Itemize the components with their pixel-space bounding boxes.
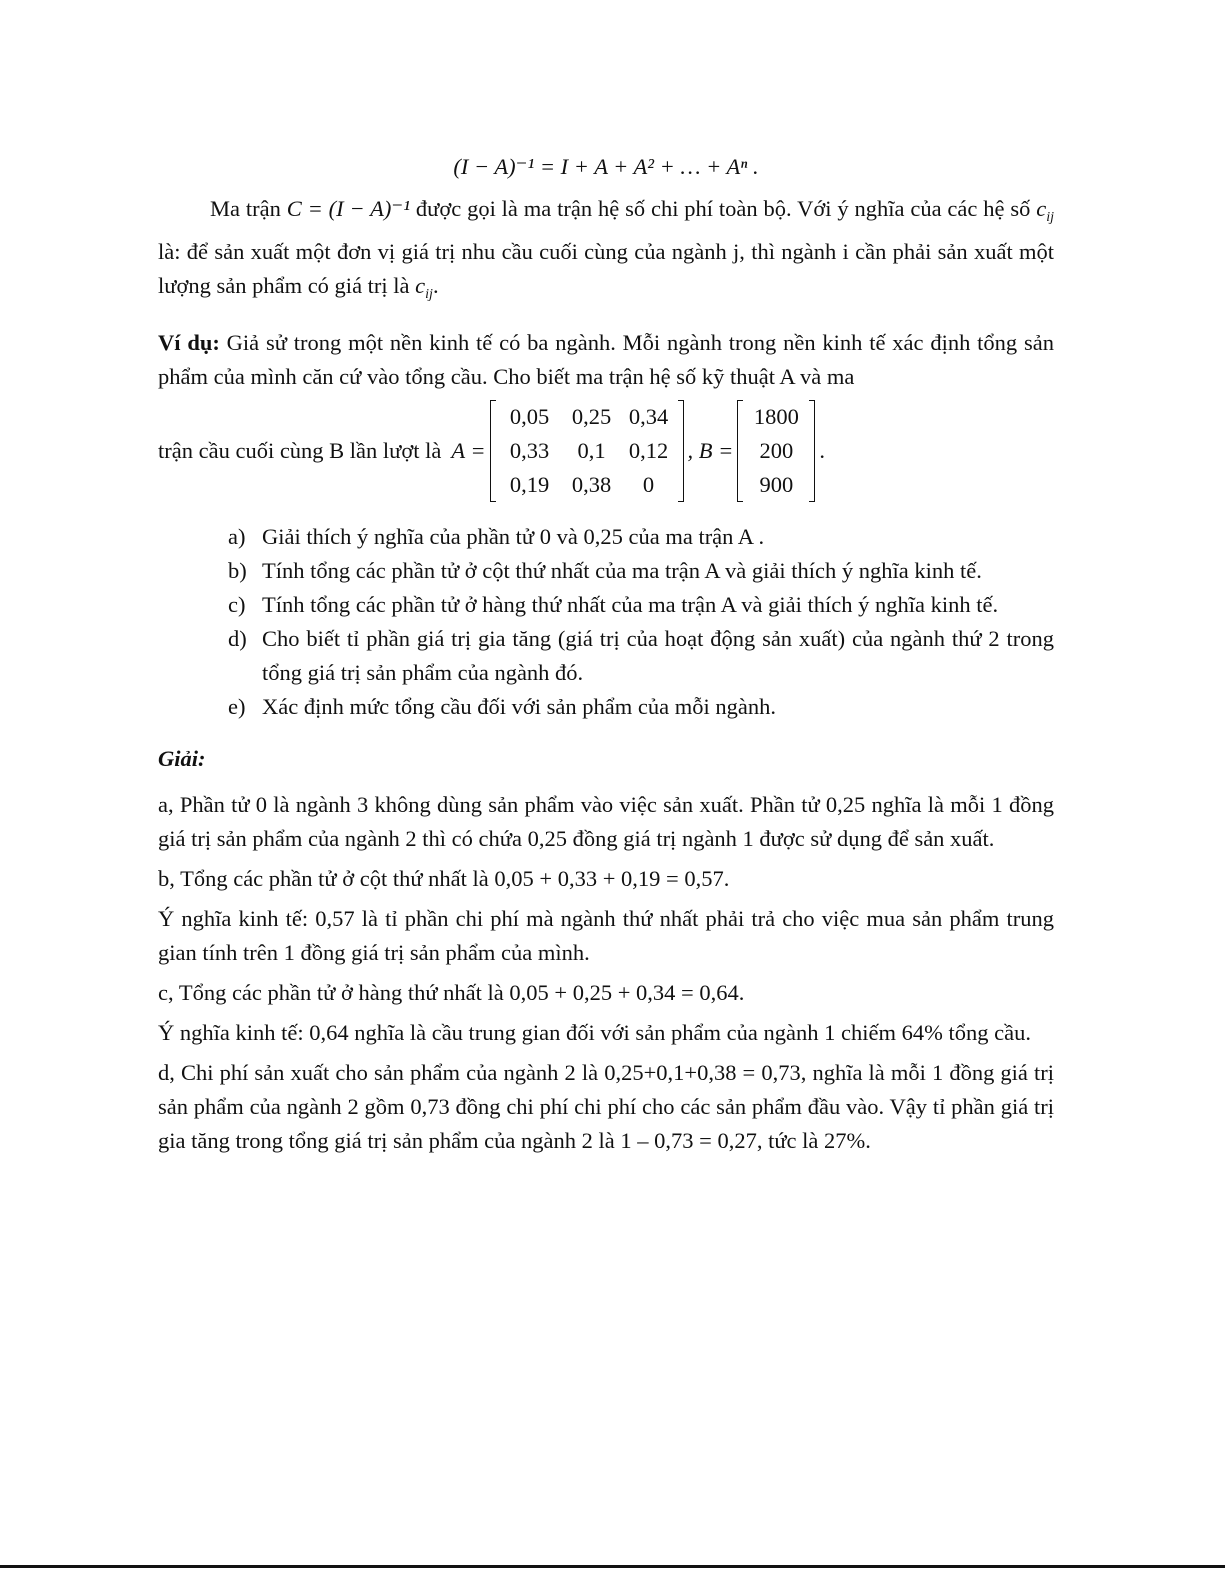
- matrix-a-cell: 0: [642, 472, 655, 497]
- list-item: a) Giải thích ý nghĩa của phần tử 0 và 0,25 của ma trận A .: [228, 524, 765, 549]
- solution-heading: Giải:: [158, 746, 206, 771]
- para1-rest: được gọi là ma trận hệ số chi phí toàn bộ. Với ý nghĩa của các hệ số: [415, 196, 1031, 221]
- matrix-b: [737, 400, 815, 502]
- list-item: d) Cho biết tỉ phần giá trị gia tăng (giá trị của hoạt động sản xuất) của ngành thứ 2 trong tổng giá trị sản phẩm của ngành đó.: [228, 626, 1054, 685]
- solution-paragraph: d, Chi phí sản xuất cho sản phẩm của ngành 2 là 0,25+0,1+0,38 = 0,73, nghĩa là mỗi 1 đồng giá trị sản phẩm của ngành 2 gồm 0,73 đồng chi phí chi phí cho các sản phẩm đầu vào. Vậy tỉ phần giá trị gia tăng trong tổng giá trị sản phẩm của ngành 2 là 1 – 0,73 = 0,27, tức là 27%.: [158, 1060, 1054, 1153]
- matrix-a-cell: 0,19: [509, 472, 550, 497]
- paragraph-example: [158, 326, 1054, 394]
- matrix-b-label: , B =: [687, 438, 734, 463]
- matrix-a-cell: 0,34: [628, 404, 669, 429]
- paragraph-total-cost-matrix: Ma trận C = (I − A)⁻¹ được gọi là ma trận hệ số chi phí toàn bộ. Với ý nghĩa của các hệ số $c_{ij}$ là: để sản xuất một đơn vị giá trị nhu cầu cuối cùng của ngành j, thì ngành i cần phải sản xuất một lượng sản phẩm có giá trị là $c_{ij}$.: [158, 196, 1055, 302]
- matrix-a-cell: 0,38: [571, 472, 612, 497]
- matrix-intro: trận cầu cuối cùng B lần lượt là: [158, 438, 442, 463]
- question-list: [158, 520, 1054, 724]
- matrix-a: [490, 400, 684, 502]
- para1-after: là: để sản xuất một đơn vị giá trị nhu cầu cuối cùng của ngành j, thì ngành i cần phải sản xuất một lượng sản phẩm có giá trị là: [158, 239, 1054, 298]
- solution-paragraph: a, Phần tử 0 là ngành 3 không dùng sản phẩm vào việc sản xuất. Phần tử 0,25 nghĩa là mỗi 1 đồng giá trị sản phẩm của ngành 2 thì có chứa 0,25 đồng giá trị ngành 1 được sử dụng để sản xuất.: [158, 792, 1054, 851]
- document-page: [158, 150, 1054, 1164]
- solution-paragraph: c, Tổng các phần tử ở hàng thứ nhất là 0,05 + 0,25 + 0,34 = 0,64.: [158, 980, 745, 1005]
- solution-paragraph: Ý nghĩa kinh tế: 0,64 nghĩa là cầu trung gian đối với sản phẩm của ngành 1 chiếm 64% tổng cầu.: [158, 1020, 1031, 1045]
- matrix-a-cell: 0,25: [571, 404, 612, 429]
- para1-prefix: Ma trận: [210, 196, 281, 221]
- matrix-a-cell: 0,05: [509, 404, 550, 429]
- equation-inverse-series: (I − A)⁻¹ = I + A + A² + … + Aⁿ .: [453, 154, 759, 179]
- matrix-end: .: [819, 438, 825, 463]
- symbol-cij: $c_{ij}$: [1036, 196, 1055, 225]
- solution-paragraph: Ý nghĩa kinh tế: 0,57 là tỉ phần chi phí mà ngành thứ nhất phải trả cho việc mua sản phẩm trung gian tính trên 1 đồng giá trị sản phẩm của mình.: [158, 906, 1054, 965]
- matrix-a-cell: 0,33: [509, 438, 550, 463]
- example-label: Ví dụ:: [158, 330, 220, 355]
- example-text: Giả sử trong một nền kinh tế có ba ngành. Mỗi ngành trong nền kinh tế xác định tổng sản phẩm của mình căn cứ vào tổng cầu. Cho biết ma trận hệ số kỹ thuật A và ma: [158, 330, 1054, 389]
- bottom-rule: [0, 1565, 1225, 1568]
- formula-c: C = (I − A)⁻¹: [286, 196, 410, 221]
- matrix-a-cell: 0,12: [628, 438, 669, 463]
- solution-paragraph: b, Tổng các phần tử ở cột thứ nhất là 0,05 + 0,33 + 0,19 = 0,57.: [158, 866, 730, 891]
- matrix-a-label: A =: [451, 438, 486, 463]
- matrix-definition-line: [158, 400, 1054, 502]
- list-item: c) Tính tổng các phần tử ở hàng thứ nhất của ma trận A và giải thích ý nghĩa kinh tế.: [228, 592, 999, 617]
- list-item: b) Tính tổng các phần tử ở cột thứ nhất của ma trận A và giải thích ý nghĩa kinh tế.: [228, 558, 982, 583]
- symbol-cij-end: $c_{ij}$: [415, 273, 433, 302]
- matrix-a-cell: 0,1: [577, 438, 606, 463]
- list-item: e) Xác định mức tổng cầu đối với sản phẩm của mỗi ngành.: [228, 694, 776, 719]
- matrix-b-cell: 1800: [753, 404, 799, 429]
- matrix-b-cell: 900: [759, 472, 794, 497]
- matrix-b-cell: 200: [759, 438, 794, 463]
